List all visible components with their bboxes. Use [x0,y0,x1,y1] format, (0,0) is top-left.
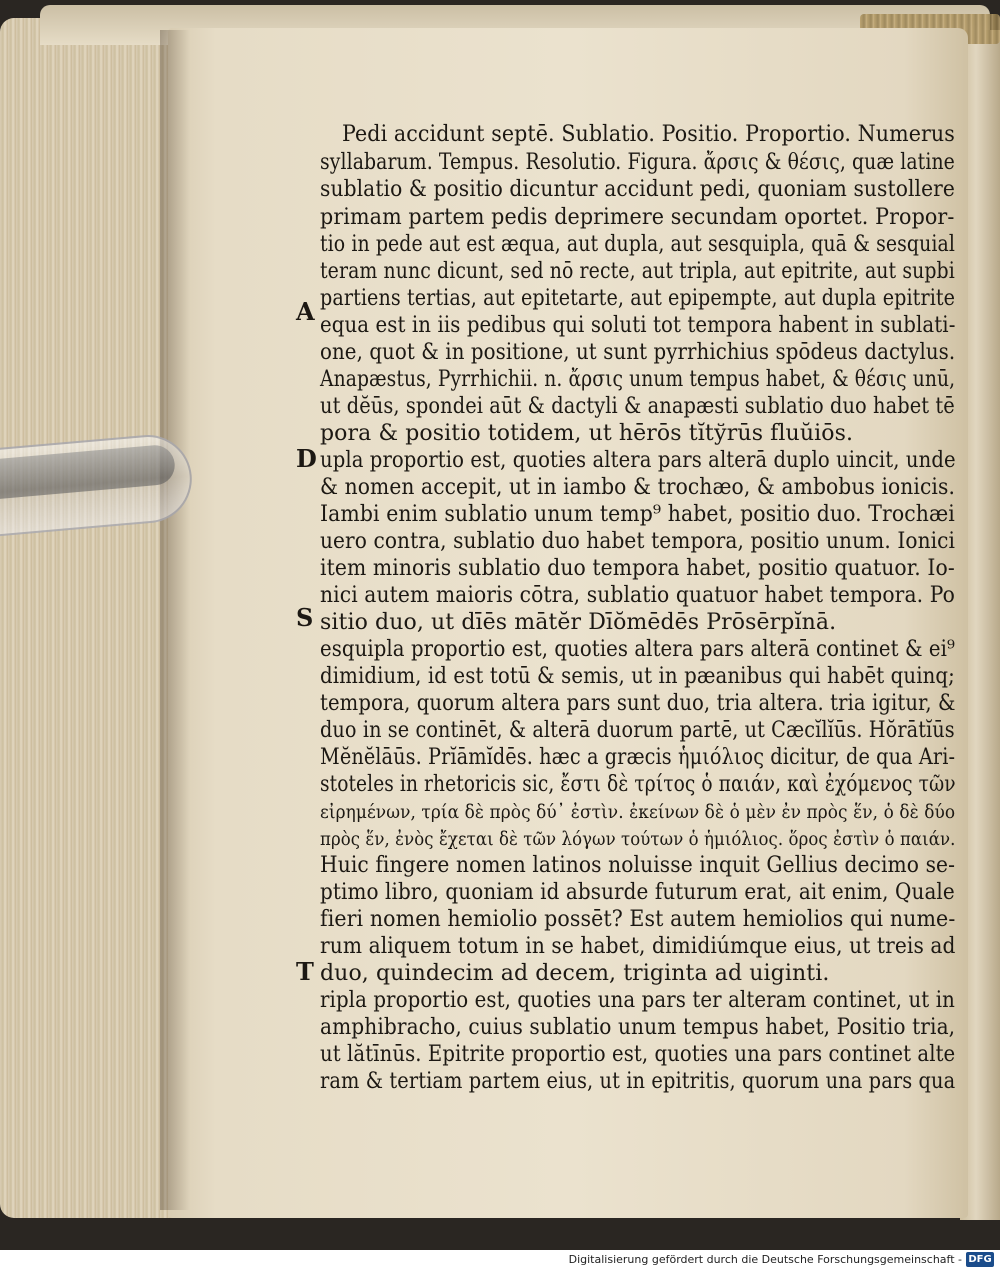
text-line: sitio duo, ut dīēs mātĕr Dīŏmēdēs Prōsērpĭnā. [320,610,837,635]
text-line: tempora, quorum altera pars sunt duo, tria altera. tria igitur, & [320,691,956,716]
text-line: ptimo libro, quoniam id absurde futurum erat, ait enim, Quale [320,880,955,905]
initial-letter-s: S [296,603,314,632]
text-line: & nomen accepit, ut in iambo & trochæo, & ambobus ionicis. [320,475,956,500]
text-line: partiens tertias, aut epitetarte, aut epipempte, aut dupla epitrite [320,286,956,311]
text-line: item minoris sublatio duo tempora habet, positio quatuor. Io- [320,556,955,581]
text-line: primam partem pedis deprimere secundam oportet. Propor- [320,205,955,230]
text-line: duo, quindecim ad decem, triginta ad uiginti. [320,961,830,986]
funding-credit: Digitalisierung gefördert durch die Deutsche Forschungsgemeinschaft - [568,1253,962,1266]
text-line: Huic fingere nomen latinos noluisse inquit Gellius decimo se- [320,853,956,878]
text-line: duo in se continēt, & alterā duorum partē, ut Cæcĭlĭūs. Hŏrātĭūs [320,718,955,743]
text-line: uero contra, sublatio duo habet tempora, positio unum. Ionici [320,529,956,554]
text-line: upla proportio est, quoties altera pars alterā duplo uincit, unde [320,448,956,473]
text-line: sublatio & positio dicuntur accidunt pedi, quoniam sustollere [320,177,955,202]
text-line: Pedi accidunt septē. Sublatio. Positio. Proportio. Numerus [342,122,955,147]
text-line: rum aliquem totum in se habet, dimidiúmque eius, ut treis ad [320,934,956,959]
text-line: syllabarum. Tempus. Resolutio. Figura. ἄρσις & θέσις, quæ latine [320,150,955,175]
text-line: ut lătīnūs. Epitrite proportio est, quoties una pars continet alte [320,1042,956,1067]
text-line: ut dĕūs, spondei aūt & dactyli & anapæsti sublatio duo habet tē [320,394,955,419]
text-line: ripla proportio est, quoties una pars ter alteram continet, ut in [320,988,955,1013]
initial-letter-d: D [296,444,317,473]
text-line: nici autem maioris cōtra, sublatio quatuor habet tempora. Po [320,583,955,608]
text-line: Iambi enim sublatio unum temp⁹ habet, positio duo. Trochæi [320,502,955,527]
text-line: amphibracho, cuius sublatio unum tempus habet, Positio tria, [320,1015,956,1040]
text-line: ram & tertiam partem eius, ut in epitritis, quorum una pars qua [320,1069,956,1094]
text-line-greek: πρὸς ἕν, ἐνὸς ἔχεται δὲ τῶν λόγων τούτων ὁ ἡμιόλιος. ὅρος ἐστὶν ὁ παιάν. [320,828,956,850]
text-line: dimidium, id est totū & semis, ut in pæanibus qui habēt quinq; [320,664,955,689]
initial-letter-a: A [296,297,315,326]
footer-bar [0,1250,1000,1270]
text-line: teram nunc dicunt, sed nō recte, aut tripla, aut epitrite, aut supbi [320,259,955,284]
text-line: pora & positio totidem, ut hērōs tĭtўrūs fluŭiōs. [320,421,854,446]
text-line: tio in pede aut est æqua, aut dupla, aut sesquipla, quā & sesquial [320,232,955,257]
text-line: one, quot & in positione, ut sunt pyrrhichius spōdeus dactylus. [320,340,956,365]
text-line: stoteles in rhetoricis sic, ἔστι δὲ τρίτος ὁ παιάν, καὶ ἐχόμενος τῶν [320,772,956,797]
text-line: equa est in iis pedibus qui soluti tot tempora habent in sublati- [320,313,956,338]
text-line-greek: εἰρημένων, τρία δὲ πρὸς δύ᾽ ἐστὶν. ἐκείνων δὲ ὁ μὲν ἐν πρὸς ἕν, ὁ δὲ δύο [320,801,956,823]
text-line: esquipla proportio est, quoties altera pars alterā continet & ei⁹ [320,637,956,662]
text-line: Mĕnĕlāūs. Prĭāmĭdēs. hæc a græcis ἡμιόλιος dicitur, de qua Ari- [320,745,956,770]
text-line: Anapæstus, Pyrrhichii. n. ἄρσις unum tempus habet, & θέσις unū, [320,367,956,392]
text-line: fieri nomen hemiolio possēt? Est autem hemiolios qui nume- [320,907,956,932]
initial-letter-t: T [296,957,314,986]
dfg-logo[interactable]: DFG [966,1252,994,1267]
